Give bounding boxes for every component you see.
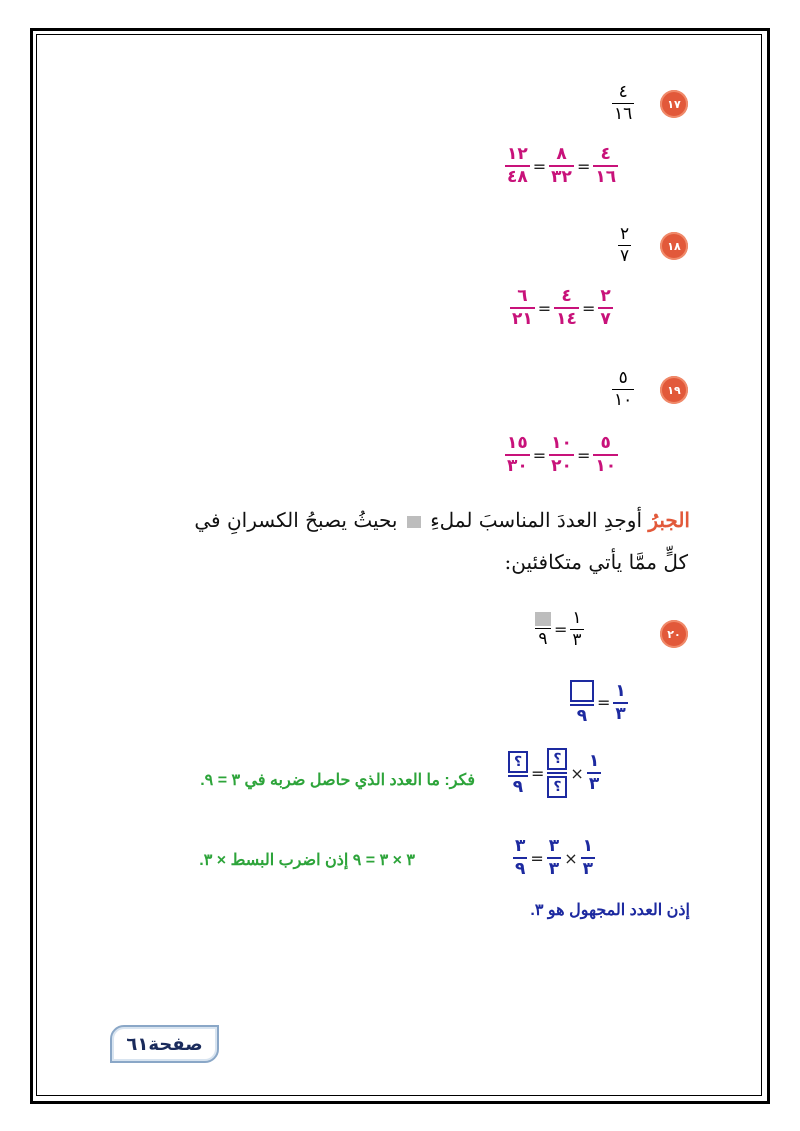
denominator: ٩ (515, 859, 526, 879)
numerator: ٤ (561, 286, 572, 306)
denominator: ٤٨ (507, 167, 528, 187)
denominator: ٣٠ (507, 456, 528, 476)
denominator: ٩ (512, 776, 524, 797)
denominator: ٣ (548, 859, 560, 879)
denominator: ٧ (600, 309, 611, 329)
exercise-18-badge: ١٨ (660, 232, 688, 260)
answer-fraction (549, 435, 574, 475)
denominator: ٢٠ (551, 456, 572, 476)
right-fraction (587, 753, 601, 793)
numerator: ٢ (600, 286, 611, 306)
exercise-20-step-1 (570, 680, 628, 725)
denominator: ٧ (620, 246, 630, 266)
numerator: ١٥ (507, 433, 528, 453)
exercise-17-question-fraction (612, 84, 634, 123)
answer-fraction (593, 435, 618, 475)
algebra-text-after: بحيثُ يصبحُ الكسرانِ في (194, 508, 398, 532)
numerator: ١ (588, 751, 600, 771)
exercise-20-step-3 (513, 838, 595, 878)
numerator: ٤ (600, 144, 611, 164)
numerator: ٤ (618, 82, 628, 102)
denominator: ٣٢ (551, 167, 572, 187)
exercise-20-step-2 (508, 748, 601, 798)
answer-fraction (554, 288, 579, 328)
denominator: ١٤ (556, 309, 577, 329)
exercise-18-answer (510, 288, 613, 328)
numerator: ٣ (548, 836, 560, 856)
denominator: ٣ (588, 774, 600, 794)
explain-note: ٣ × ٣ = ٩ إذن اضرب البسط × ٣. (199, 852, 415, 869)
exercise-19-badge: ١٩ (660, 376, 688, 404)
left-fraction (513, 838, 527, 878)
question-box: ؟ (508, 751, 528, 773)
left-fraction (570, 680, 594, 725)
multiply-sign: × (570, 763, 584, 783)
empty-box (570, 680, 594, 702)
algebra-instruction-line-2: كلٍّ ممَّا يأتي متكافئين: (504, 550, 688, 574)
left-fraction (535, 612, 551, 648)
exercise-20-badge: ٢٠ (660, 620, 688, 648)
page-number: ٦١ (126, 1033, 149, 1055)
denominator: ٩ (576, 706, 588, 726)
exercise-19-question-fraction (612, 370, 634, 409)
question-box: ؟ (547, 776, 567, 798)
algebra-keyword: الجبرُ (648, 508, 690, 532)
fraction-bar (547, 772, 567, 774)
denominator: ٩ (538, 628, 548, 649)
equals-sign: = (531, 763, 545, 783)
answer-fraction (593, 146, 618, 186)
equals-sign: = (532, 156, 547, 176)
algebra-instruction-line-1 (194, 508, 690, 532)
numerator: ٦ (517, 286, 528, 306)
numerator: ٣ (515, 836, 526, 856)
numerator: ٨ (556, 144, 567, 164)
equals-sign: = (537, 298, 552, 318)
denominator: ٣ (582, 859, 593, 879)
numerator: ١٢ (507, 144, 528, 164)
equals-sign: = (597, 693, 611, 712)
denominator: ١٦ (614, 104, 633, 124)
equals-sign: = (576, 156, 591, 176)
answer-fraction (510, 288, 535, 328)
exercise-17-answer (505, 146, 618, 186)
equals-sign: = (554, 620, 568, 639)
question-box: ؟ (547, 748, 567, 770)
denominator: ٣ (615, 703, 626, 724)
denominator: ١٠ (595, 456, 617, 476)
right-fraction (613, 680, 627, 724)
blank-square-icon (535, 612, 551, 626)
equals-sign: = (530, 848, 544, 868)
exercise-19-answer (505, 435, 618, 475)
answer-fraction (505, 146, 530, 186)
numerator: ١ (582, 836, 593, 856)
middle-fraction (547, 748, 567, 798)
equals-sign: = (581, 298, 596, 318)
multiply-sign: × (564, 848, 578, 868)
exercise-18-question-fraction (618, 226, 631, 265)
numerator: ٢ (620, 224, 630, 244)
answer-fraction (505, 435, 530, 475)
conclusion-text: إذن العدد المجهول هو ٣. (530, 902, 690, 919)
numerator: ١ (572, 608, 582, 628)
equals-sign: = (532, 445, 547, 465)
algebra-text-before: أوجدِ العددَ المناسبَ لملءِ (430, 508, 642, 532)
answer-fraction (598, 288, 612, 328)
blank-square-icon (407, 516, 421, 528)
equals-sign: = (576, 445, 591, 465)
denominator: ١٦ (595, 167, 617, 187)
think-note: فكر: ما العدد الذي حاصل ضربه في ٣ = ٩. (200, 772, 475, 789)
denominator: ١٠ (614, 390, 633, 410)
numerator: ١٠ (551, 433, 572, 453)
middle-fraction (547, 838, 561, 878)
numerator: ٥ (600, 433, 611, 453)
page-label: صفحة (148, 1033, 203, 1055)
page-number-tab (110, 1025, 219, 1063)
denominator: ٣ (572, 630, 582, 650)
exercise-17-badge: ١٧ (660, 90, 688, 118)
exercise-20-question (535, 610, 584, 649)
left-fraction (508, 751, 528, 796)
right-fraction (570, 610, 583, 649)
numerator: ١ (615, 680, 626, 701)
denominator: ٢١ (512, 309, 533, 329)
numerator: ٥ (618, 368, 628, 388)
answer-fraction (549, 146, 574, 186)
right-fraction (581, 838, 595, 878)
